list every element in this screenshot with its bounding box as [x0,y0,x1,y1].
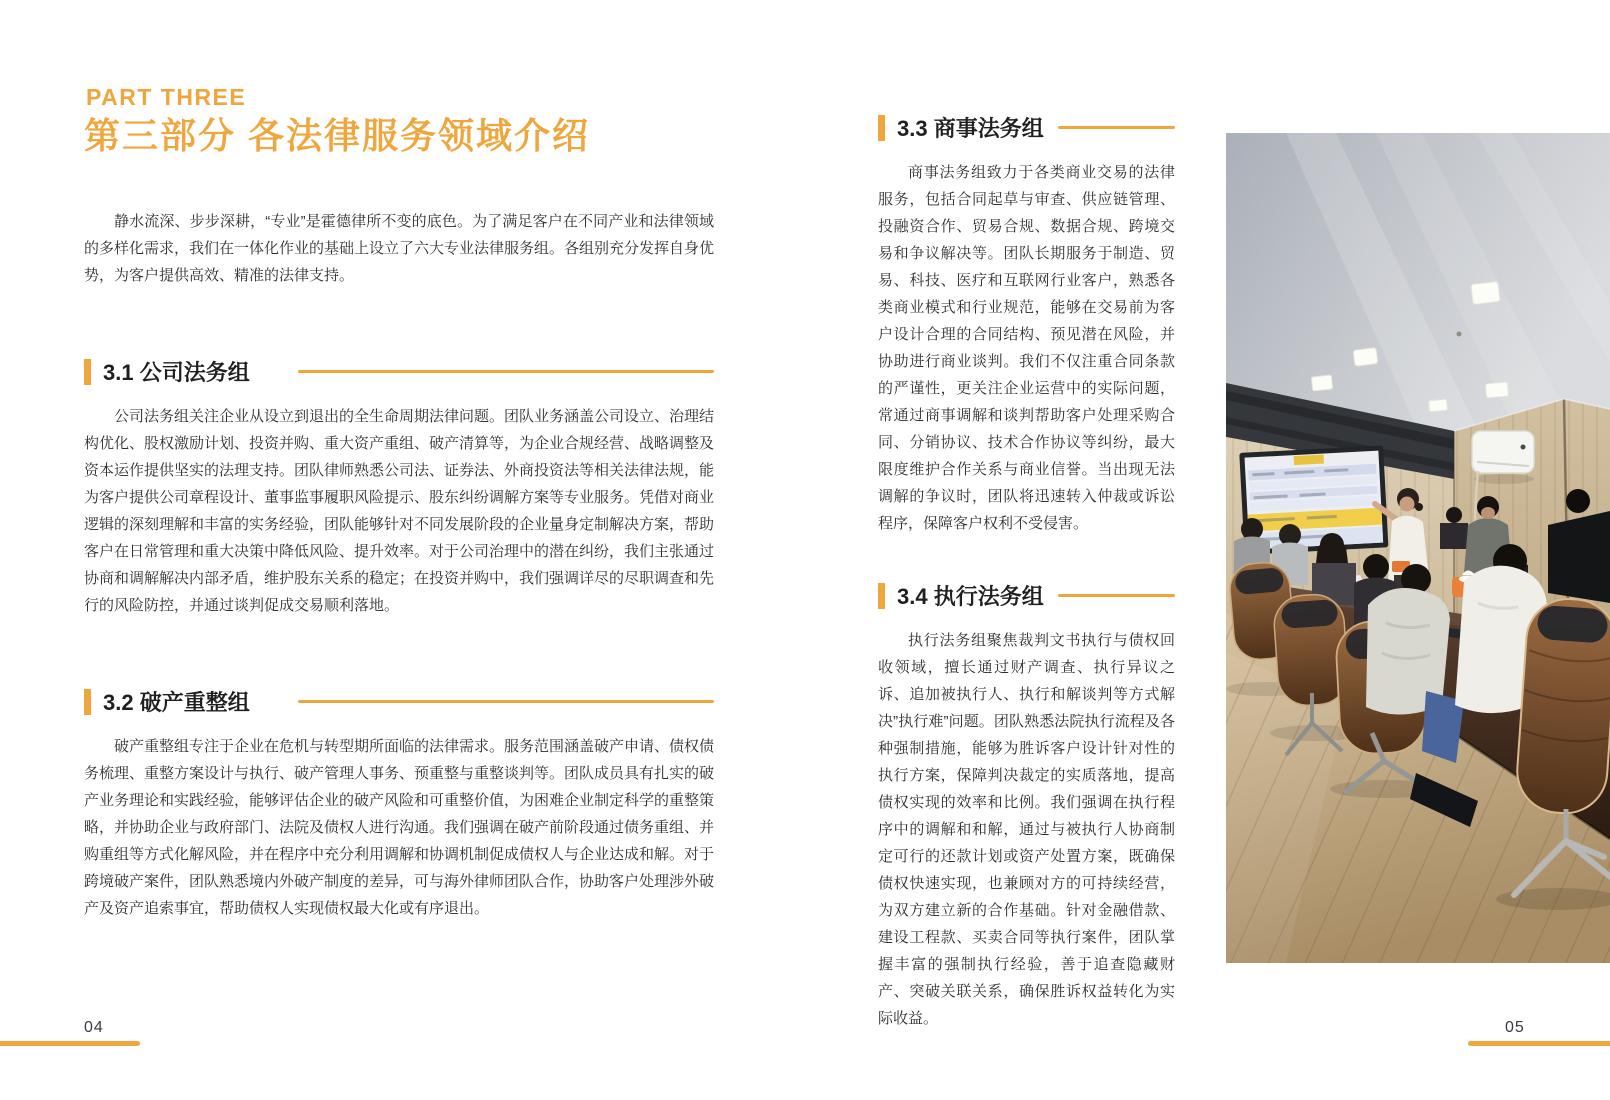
heading-accent-bar [878,115,885,141]
part-kicker: PART THREE [86,84,247,110]
section-3-3-header [878,112,1175,143]
section-3-3 [878,112,1175,537]
page-number-right: 05 [1505,1019,1525,1036]
sprinkler [1457,332,1462,337]
section-3-4-header [878,580,1175,611]
heading-accent-bar [84,689,91,715]
section-3-2 [84,686,714,922]
section-3-3-body: 商事法务组致力于各类商业交易的法律服务，包括合同起草与审查、供应链管理、投融资合作、贸易合规、数据合规、跨境交易和争议解决等。团队长期服务于制造、贸易、科技、医疗和互联网行业客户，熟悉各类商业模式和行业规范，能够在交易前为客户设计合理的合同结构、预见潜在风险，并协助进行商业谈判。我们不仅注重合同条款的严谨性，更关注企业运营中的实际问题，常通过商事调解和谈判帮助客户处理采购合同、分销协议、技术合作协议等纠纷，最大限度维护合作关系与商业信誉。当出现无法调解的争议时，团队将迅速转入仲裁或诉讼程序，保障客户权利不受侵害。 [878,164,1175,532]
section-3-1-body: 公司法务组关注企业从设立到退出的全生命周期法律问题。团队业务涵盖公司设立、治理结构优化、股权激励计划、投资并购、重大资产重组、破产清算等，为企业合规经营、战略调整及资本运作提供坚实的法理支持。团队律师熟悉公司法、证券法、外商投资法等相关法律法规，能为客户提供公司章程设计、董事监事履职风险提示、股东纠纷调解方案等专业服务。凭借对商业逻辑的深刻理解和丰富的实务经验，团队能够针对不同发展阶段的企业量身定制解决方案，帮助客户在日常管理和重大决策中降低风险、提升效率。对于公司治理中的潜在纠纷，我们主张通过协商和调解解决内部矛盾，维护股东关系的稳定；在投资并购中，我们强调详尽的尽职调查和先行的风险防控，并通过谈判促成交易顺利落地。 [84,408,715,614]
section-3-1-heading: 3.1 公司法务组 [103,360,250,385]
section-3-4 [878,580,1175,1032]
page-title: 第三部分 各法律服务领域介绍 [84,115,591,156]
heading-accent-bar [84,359,91,385]
heading-rule [1058,594,1175,597]
page-number-left: 04 [84,1019,104,1036]
meeting-room-photo [1226,133,1610,963]
page-footer-bar-left [0,1041,140,1046]
section-3-1 [84,356,714,619]
heading-rule [298,370,714,373]
heading-accent-bar [878,583,885,609]
intro-paragraph: 静水流深、步步深耕，“专业”是霍德律所不变的底色。为了满足客户在不同产业和法律领域的多样化需求，我们在一体化作业的基础上设立了六大专业法律服务组。各组别充分发挥自身优势，为客户提供高效、精准的法律支持。 [84,213,715,284]
section-3-2-heading: 3.2 破产重整组 [103,690,250,715]
heading-rule [298,700,714,703]
section-3-2-header [84,686,714,717]
heading-rule [1058,126,1175,129]
page-footer-bar-right [1468,1041,1610,1046]
section-3-4-heading: 3.4 执行法务组 [897,584,1044,609]
section-3-2-body: 破产重整组专注于企业在危机与转型期所面临的法律需求。服务范围涵盖破产申请、债权债务梳理、重整方案设计与执行、破产管理人事务、预重整与重整谈判等。团队成员具有扎实的破产业务理论和实践经验，能够评估企业的破产风险和可重整价值，为困难企业制定科学的重整策略，并协助企业与政府部门、法院及债权人进行沟通。我们强调在破产前阶段通过债务重组、并购重组等方式化解风险，并在程序中充分利用调解和协调机制促成债权人与企业达成和解。对于跨境破产案件，团队熟悉境内外破产制度的差异，可与海外律师团队合作，协助客户处理涉外破产及资产追索事宜，帮助债权人实现债权最大化或有序退出。 [84,738,715,917]
section-3-4-body: 执行法务组聚焦裁判文书执行与债权回收领域，擅长通过财产调查、执行异议之诉、追加被执行人、执行和解谈判等方式解决”执行难”问题。团队熟悉法院执行流程及各种强制措施，能够为胜诉客户设计针对性的执行方案，保障判决裁定的实质落地，提高债权实现的效率和比例。我们强调在执行程序中的调解和和解，通过与被执行人协商制定可行的还款计划或资产处置方案，既确保债权快速实现，也兼顾对方的可持续经营，为双方建立新的合作基础。针对金融借款、建设工程款、买卖合同等执行案件，团队掌握丰富的强制执行经验，善于追查隐藏财产、突破关联关系，确保胜诉权益转化为实际收益。 [878,632,1175,1027]
section-3-3-heading: 3.3 商事法务组 [897,116,1044,141]
section-3-1-header [84,356,714,387]
photo-ceiling [1226,133,1610,431]
